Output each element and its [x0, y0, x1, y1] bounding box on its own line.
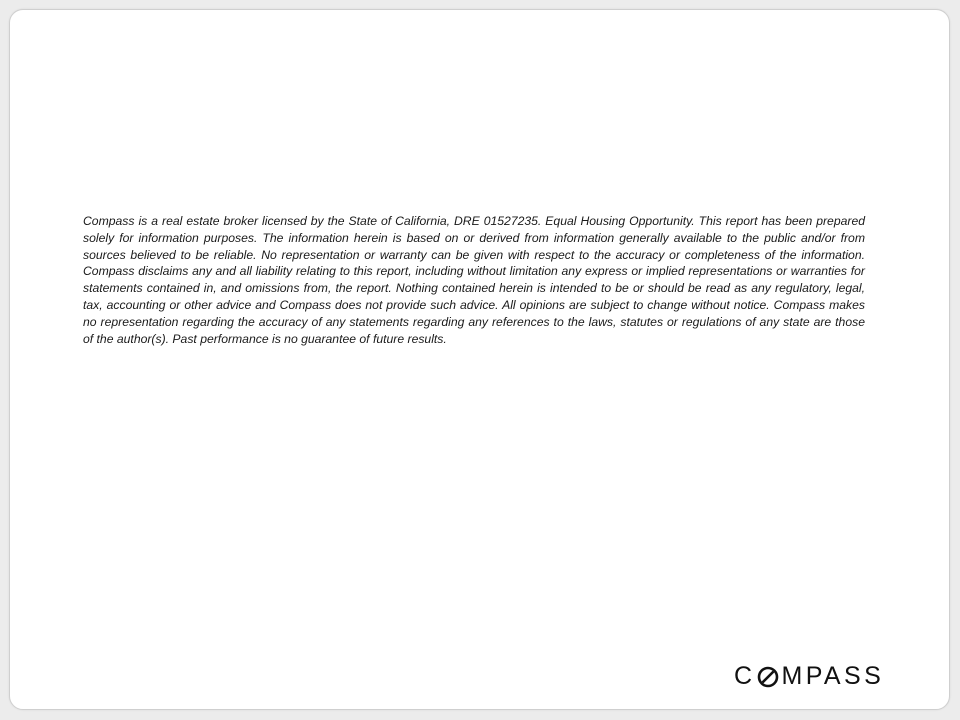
compass-logo [734, 661, 884, 691]
compass-logo-letters: MPASS [781, 661, 885, 690]
legal-disclaimer: Compass is a real estate broker licensed by the State of California, DRE 01527235. Equal Housing Opportunity. This report has been prepared solely for information purposes. The information herein is based on or derived from information generally available to the public and/or from sources believed to be reliable. No representation or warranty can be given with respect to the accuracy or completeness of the information. Compass disclaims any and all liability relating to this report, including without limitation any express or implied representations or warranties for statements contained in, and omissions from, the report. Nothing contained herein is intended to be or should be read as any regulatory, legal, tax, accounting or other advice and Compass does not provide such advice. All opinions are subject to change without notice. Compass makes no representation regarding the accuracy of any statements regarding any references to the laws, statutes or regulations of any state are those of the author(s). Past performance is no guarantee of future results. [83, 214, 865, 346]
slide-page [9, 9, 950, 710]
compass-logo-letter-c: C [734, 661, 756, 690]
compass-o-mark-icon [757, 666, 777, 686]
